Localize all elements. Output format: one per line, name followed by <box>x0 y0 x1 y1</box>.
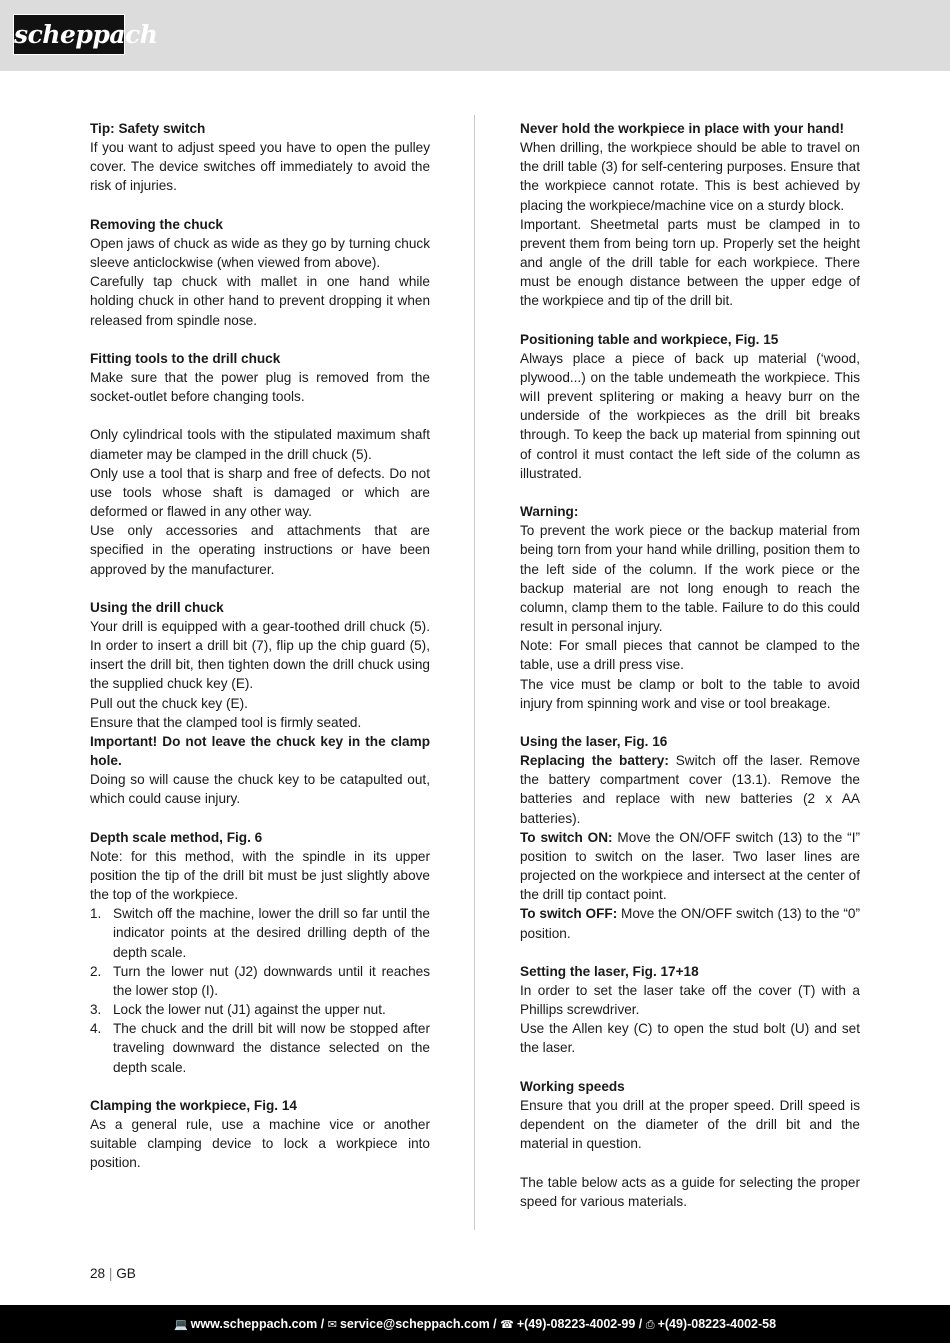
laser-on-label: To switch ON: <box>520 829 613 845</box>
page-footer: 💻 www.scheppach.com / ✉ service@scheppach.com / ☎ +(49)-08223-4002-99 / ⎙ +(49)-08223-4002-58 <box>0 1305 950 1343</box>
clamping-heading: Clamping the workpiece, Fig. 14 <box>90 1097 297 1113</box>
using-chuck-text-2: Pull out the chuck key (E). <box>90 695 248 711</box>
working-speeds-heading: Working speeds <box>520 1078 625 1094</box>
computer-icon: 💻 <box>173 1319 188 1331</box>
left-column <box>90 119 430 1173</box>
laser-off-text: To switch OFF: Move the ON/OFF switch (13) to the “0” position. <box>520 906 860 941</box>
right-column <box>520 119 860 1211</box>
fitting-tools-heading: Fitting tools to the drill chuck <box>90 350 281 366</box>
using-chuck-text-4: Doing so will cause the chuck key to be catapulted out, which could cause injury. <box>90 772 430 807</box>
list-item: 2. Turn the lower nut (J2) downwards until it reaches the lower stop (I). <box>90 963 430 998</box>
depth-scale-steps <box>90 904 430 1076</box>
tip-heading: Tip: Safety switch <box>90 121 206 136</box>
fitting-tools-text-2: Only cylindrical tools with the stipulated maximum shaft diameter may be clamped in the drill chuck (5). <box>90 427 430 462</box>
laser-battery-text: Replacing the battery: Switch off the laser. Remove the battery compartment cover (13.1). Remove the batteries and replace with new batteries (2 x AA batteries). <box>520 753 860 826</box>
laser-battery-label: Replacing the battery: <box>520 753 669 769</box>
fitting-tools-text-3: Only use a tool that is sharp and free of defects. Do not use tools whose shaft is damaged or which are deformed or flawed in any other way. <box>90 465 430 520</box>
setting-laser-text-2: Use the Allen key (C) to open the stud bolt (U) and set the laser. <box>520 1021 860 1056</box>
footer-phone: +(49)-08223-4002-99 <box>516 1317 636 1331</box>
never-hold-text-1: When drilling, the workpiece should be able to travel on the drill table (3) for self-centering purposes. Ensure that the workpiece cannot rotate. This is best achieved by placing the workpiece/machine vice on a sturdy block. <box>520 140 860 213</box>
fax-icon: ⎙ <box>645 1319 655 1331</box>
depth-scale-heading: Depth scale method, Fig. 6 <box>90 829 263 845</box>
positioning-text-1: Always place a piece of back up material (‘wood, plywood...) on the table undemeath the workpiece. This wiII prevent spIitering or making a heavy burr on the underside of the workpieces as the drill bit breaks through. To keep the back up material from spinning out of control it must contact the left side of the column as illustrated. <box>520 350 860 481</box>
tip-text: If you want to adjust speed you have to open the pulley cover. The device switches off immediately to avoid the risk of injuries. <box>90 140 430 194</box>
laser-heading: Using the laser, Fig. 16 <box>520 733 668 749</box>
working-speeds-text-2: The table below acts as a guide for selecting the proper speed for various materials. <box>520 1174 860 1209</box>
setting-laser-text-1: In order to set the laser take off the cover (T) with a Phillips screwdriver. <box>520 982 860 1018</box>
fitting-tools-text-4: Use only accessories and attachments that are specified in the operating instructions or have been approved by the manufacturer. <box>90 523 430 577</box>
working-speeds-text-1: Ensure that you drill at the proper speed. Drill speed is dependent on the diameter of the drill bit and the material in question. <box>520 1097 860 1152</box>
list-item: 4. The chuck and the drill bit will now be stopped after traveling downward the distance selected on the depth scale. <box>90 1021 430 1075</box>
depth-scale-note: Note: for this method, with the spindle in its upper position the tip of the drill bit must be just slightly above the top of the workpiece. <box>90 848 430 903</box>
warning-text-1: To prevent the work piece or the backup material from being torn from your hand while drilling, position them to the left side of the column. If the work piece or the backup material are not long enough to reach the column, clamp them to the table. Failure to do this could result in personal injury. <box>520 523 860 635</box>
warning-text-2: Note: For small pieces that cannot be clamped to the table, use a drill press vise. <box>520 638 860 673</box>
column-divider <box>474 115 475 1230</box>
warning-text-3: The vice must be clamp or bolt to the table to avoid injury from spinning work and vise or tool breakage. <box>520 676 860 711</box>
scheppach-logo: scheppach <box>13 14 125 55</box>
laser-on-text: To switch ON: Move the ON/OFF switch (13) to the “I” position to switch on the laser. Two laser lines are projected on the workpiece and intersect at the center of the drill tip contact point. <box>520 829 860 903</box>
setting-laser-heading: Setting the laser, Fig. 17+18 <box>520 963 699 979</box>
using-chuck-text-3: Ensure that the clamped tool is firmly seated. <box>90 714 362 730</box>
using-chuck-important: Important! Do not leave the chuck key in the clamp hole. <box>90 733 430 769</box>
phone-icon: ☎ <box>500 1319 514 1331</box>
page-number: 28 | GB <box>90 1266 136 1281</box>
laser-off-label: To switch OFF: <box>520 906 618 922</box>
never-hold-heading: Never hold the workpiece in place with your hand! <box>520 121 845 136</box>
positioning-heading: Positioning table and workpiece, Fig. 15 <box>520 331 779 347</box>
removing-chuck-text-2: Carefully tap chuck with mallet in one hand while holding chuck in other hand to prevent dropping it when released from spindle nose. <box>90 274 430 328</box>
footer-fax: +(49)-08223-4002-58 <box>657 1317 777 1331</box>
footer-website-link[interactable]: www.scheppach.com <box>190 1317 318 1331</box>
clamping-text-1: As a general rule, use a machine vice or another suitable clamping device to lock a workpiece into position. <box>90 1117 430 1171</box>
warning-heading: Warning: <box>520 504 579 520</box>
fitting-tools-text-1: Make sure that the power plug is removed from the socket-outlet before changing tools. <box>90 370 430 405</box>
removing-chuck-text-1: Open jaws of chuck as wide as they go by turning chuck sleeve anticlockwise (when viewed from above). <box>90 235 430 271</box>
removing-chuck-heading: Removing the chuck <box>90 216 223 232</box>
page-header <box>0 0 950 71</box>
using-chuck-heading: Using the drill chuck <box>90 599 224 615</box>
list-item: 1. Switch off the machine, lower the drill so far until the indicator points at the desired drilling depth of the depth scale. <box>90 906 430 960</box>
footer-email-link[interactable]: service@scheppach.com <box>339 1317 490 1331</box>
list-item: 3. Lock the lower nut (J1) against the upper nut. <box>90 1002 386 1018</box>
using-chuck-text-1: Your drill is equipped with a gear-toothed drill chuck (5). In order to insert a drill bit (7), flip up the chip guard (5), insert the drill bit, then tighten down the drill chuck using the supplied chuck key (E). <box>90 619 430 692</box>
never-hold-text-2: Important. Sheetmetal parts must be clamped in to prevent them from being torn up. Properly set the height and angle of the drill table for each workpiece. There must be enough distance between the upper edge of the workpiece and tip of the drill bit. <box>520 216 860 309</box>
mail-icon: ✉ <box>327 1319 337 1331</box>
